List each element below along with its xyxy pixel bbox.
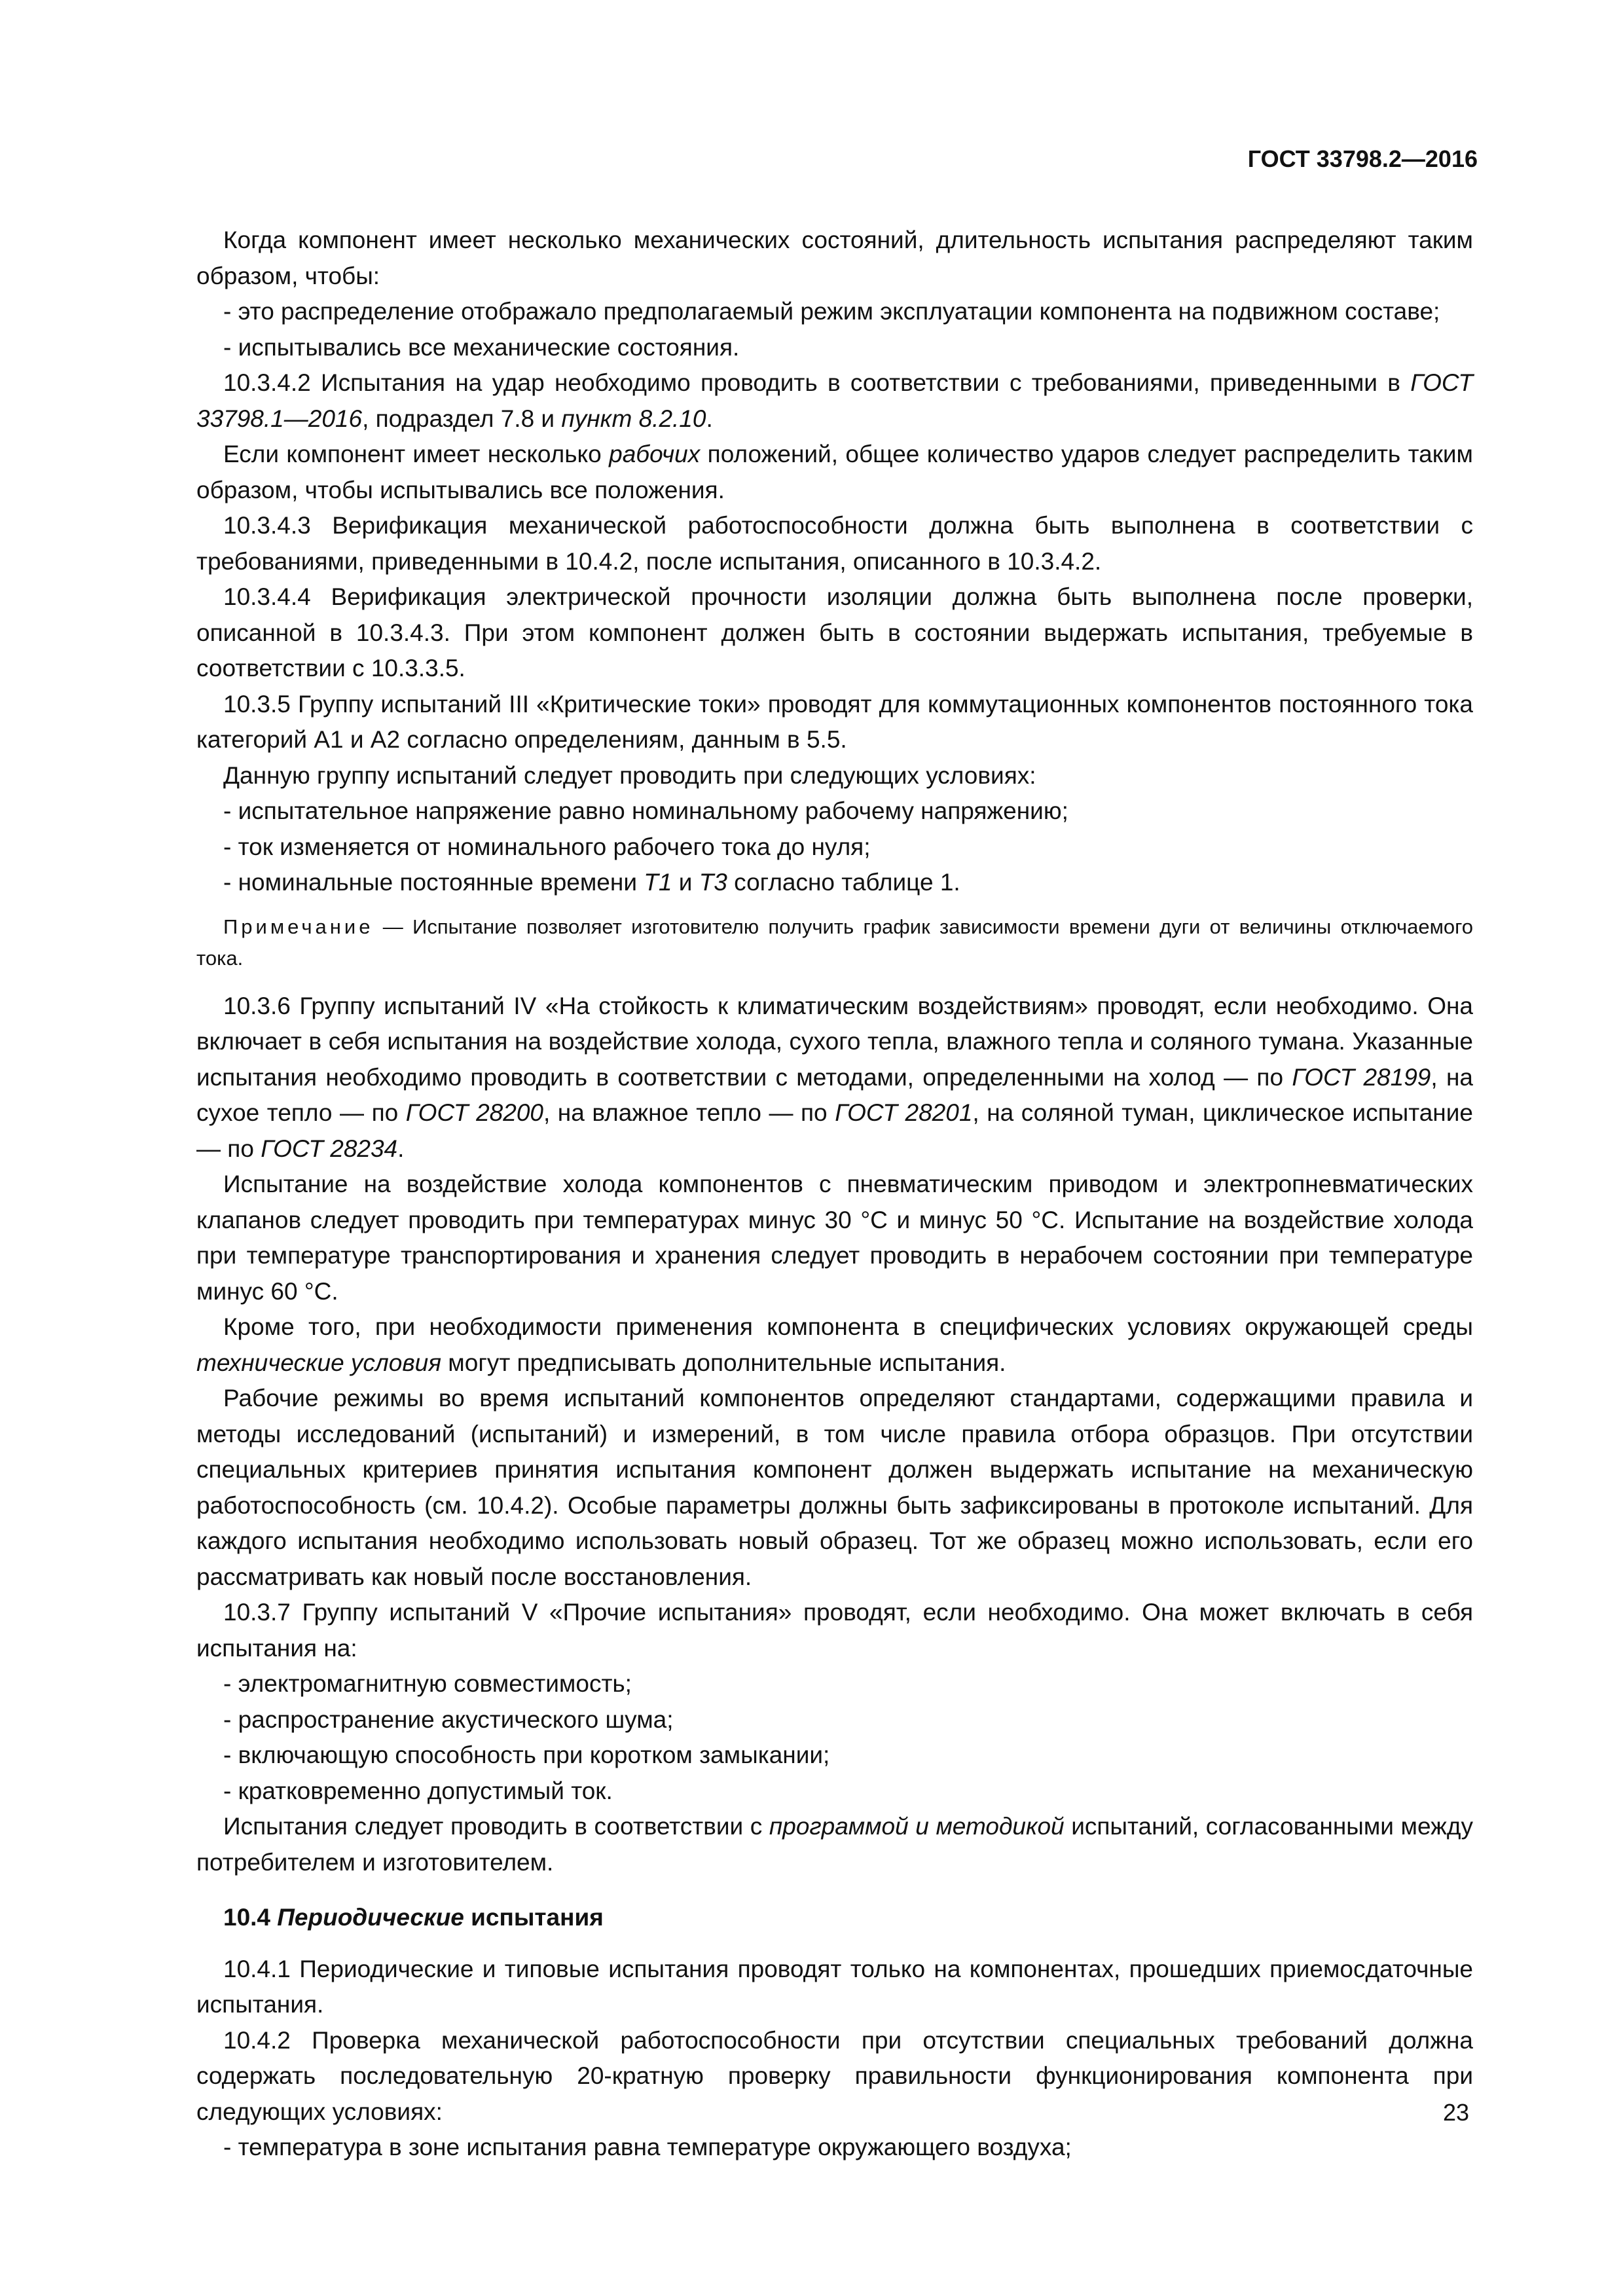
list-item: - распространение акустического шума; [223,1705,674,1733]
section-number: 10.4 [223,1904,278,1931]
text-run: . [397,1135,405,1162]
paragraph: Когда компонент имеет несколько механических состояний, длительность испытания распределяют таким образом, чтобы: [196,227,1473,289]
text-run: , на соляной туман, циклическое испытание — по [196,1099,1473,1162]
text-run: , на сухое тепло — по [196,1063,1473,1126]
list-item: - электромагнитную совместимость; [223,1670,632,1697]
clause-10-4-2: 10.4.2 Проверка механической работоспособности при отсутствии специальных требований должна содержать последовательную 20-кратную проверку правильности функционирования компонента при следующих условиях: [196,2026,1473,2125]
standard-reference: ГОСТ 33798.1—2016 [196,369,1473,432]
paragraph [196,1809,1473,1880]
text-run: согласно таблице 1. [727,869,960,896]
paragraph: Данную группу испытаний следует проводить при следующих условиях: [223,761,1036,789]
text-run: Если компонент имеет несколько [223,441,610,467]
text-run: Кроме того, при необходимости применения компонента в специфических условиях окружающей среды [223,1313,1473,1340]
text-run: испытаний, согласованными между потребителем и изготовителем. [196,1813,1473,1876]
list-item: - кратковременно допустимый ток. [223,1777,613,1804]
standard-reference: ГОСТ 28200 [405,1099,543,1126]
clause-10-3-4-3: 10.3.4.3 Верификация механической работоспособности должна быть выполнена в соответствии с требованиями, приведенными в 10.4.2, после испытания, описанного в 10.3.4.2. [196,512,1473,575]
note-text: — Испытание позволяет изготовителю получить график зависимости времени дуги от величины отключаемого тока. [196,915,1473,970]
list-item: - ток изменяется от номинального рабочего тока до нуля; [223,833,871,860]
standard-reference: ГОСТ 28199 [1292,1063,1431,1091]
page-body [196,223,1473,2166]
page-number: 23 [1442,2099,1469,2126]
text-run: 10.3.6 Группу испытаний IV «На стойкость к климатическим воздействиям» проводят, если необходимо. Она включает в себя испытания на воздействие холода, сухого тепла, влажного тепла и соляного тумана. Указанные испытания необходимо проводить в соответствии с методами, определенными на холод — по [196,992,1473,1091]
clause-10-3-4-4: 10.3.4.4 Верификация электрической прочности изоляции должна быть выполнена после проверки, описанной в 10.3.4.3. При этом компонент должен быть в состоянии выдержать испытания, требуемые в соответствии с 10.3.3.5. [196,583,1473,682]
standard-reference: ГОСТ 28234 [261,1135,398,1162]
clause-10-3-4-2 [196,365,1473,437]
list-item: - испытывались все механические состояния. [223,333,740,361]
emphasis: технические условия [196,1349,442,1376]
text-run: , подраздел 7.8 и [362,405,562,432]
text-run: 10.3.4.2 Испытания на удар необходимо проводить в соответствии с требованиями, приведенными в [223,369,1411,396]
text-run: и [672,869,699,896]
clause-10-4-1: 10.4.1 Периодические и типовые испытания проводят только на компонентах, прошедших приемосдаточные испытания. [196,1955,1473,2018]
symbol-t1: Т1 [644,869,672,896]
standard-reference: ГОСТ 28201 [835,1099,973,1126]
note-label: Примечание [223,915,374,938]
note [196,911,1473,974]
symbol-t3: Т3 [699,869,727,896]
document-code-header: ГОСТ 33798.2—2016 [1247,145,1478,172]
text-run: могут предписывать дополнительные испытания. [441,1349,1006,1376]
paragraph [196,1309,1473,1381]
list-item [196,865,1473,901]
paragraph [196,437,1473,508]
emphasis: программой и методикой [769,1813,1065,1840]
text-run: , на влажное тепло — по [543,1099,835,1126]
paragraph: Рабочие режимы во время испытаний компонентов определяют стандартами, содержащими правила и методы исследований (испытаний) и измерений, в том числе правила отбора образцов. При отсутствии специальных критериев принятия испытания компонент должен выдержать испытание на механическую работоспособность (см. 10.4.2). Особые параметры должны быть зафиксированы в протоколе испытаний. Для каждого испытания необходимо использовать новый образец. Тот же образец можно использовать, если его рассматривать как новый после восстановления. [196,1385,1473,1590]
standard-reference: пункт 8.2.10 [561,405,706,432]
paragraph: Испытание на воздействие холода компонентов с пневматическим приводом и электропневматических клапанов следует проводить при температурах минус 30 °С и минус 50 °С. Испытание на воздействие холода при температуре транспортирования и хранения следует проводить в нерабочем состоянии при температуре минус 60 °С. [196,1171,1473,1305]
text-run: . [706,405,713,432]
emphasis: рабочих [609,441,701,467]
clause-10-3-7: 10.3.7 Группу испытаний V «Прочие испытания» проводят, если необходимо. Она может включать в себя испытания на: [196,1599,1473,1662]
list-item: - это распределение отображало предполагаемый режим эксплуатации компонента на подвижном составе; [223,298,1440,325]
clause-10-3-6 [196,989,1473,1167]
text-run: - номинальные постоянные времени [223,869,644,896]
text-run: положений, общее количество ударов следует распределить таким образом, чтобы испытывались все положения. [196,441,1473,503]
section-heading-10-4 [196,1900,1473,1936]
section-title-rest: испытания [464,1904,604,1931]
clause-10-3-5: 10.3.5 Группу испытаний III «Критические токи» проводят для коммутационных компонентов постоянного тока категорий А1 и А2 согласно определениям, данным в 5.5. [196,690,1473,753]
list-item: - испытательное напряжение равно номинальному рабочему напряжению; [223,797,1068,824]
section-title-italic: Периодические [277,1904,464,1931]
list-item: - включающую способность при коротком замыкании; [223,1741,830,1768]
list-item: - температура в зоне испытания равна температуре окружающего воздуха; [223,2134,1072,2160]
text-run: Испытания следует проводить в соответствии с [223,1813,769,1840]
